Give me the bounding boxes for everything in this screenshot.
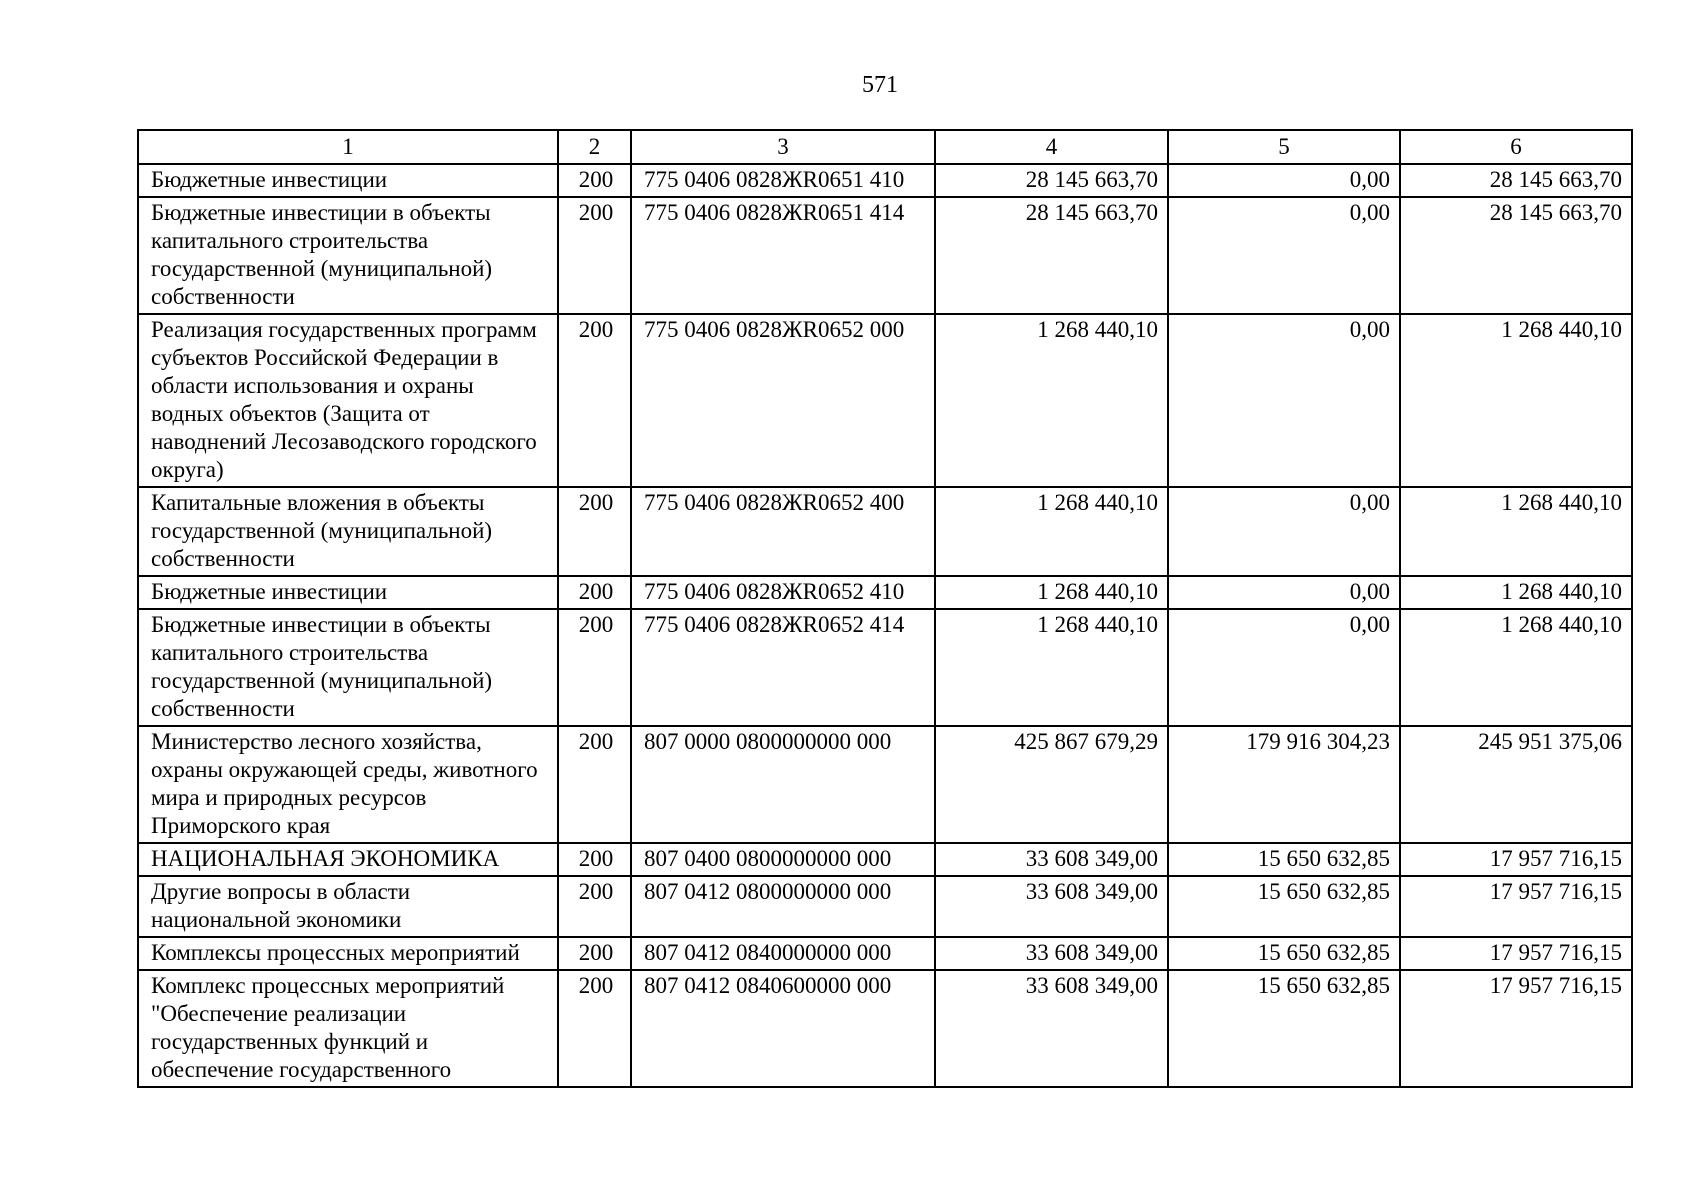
row-col6: 1 268 440,10 bbox=[1400, 576, 1632, 609]
row-code: 200 bbox=[558, 164, 631, 197]
table-row bbox=[138, 937, 1632, 970]
row-col5: 0,00 bbox=[1168, 197, 1400, 314]
row-code: 200 bbox=[558, 576, 631, 609]
row-col5: 0,00 bbox=[1168, 314, 1400, 487]
row-code: 200 bbox=[558, 726, 631, 843]
row-col5: 15 650 632,85 bbox=[1168, 970, 1400, 1087]
row-code: 200 bbox=[558, 487, 631, 576]
row-code: 200 bbox=[558, 843, 631, 876]
row-classification: 807 0412 0840600000 000 bbox=[631, 970, 935, 1087]
row-name: Другие вопросы в области национальной экономики bbox=[138, 876, 558, 937]
table-row bbox=[138, 970, 1632, 1087]
row-col5: 0,00 bbox=[1168, 164, 1400, 197]
table-row bbox=[138, 576, 1632, 609]
table-row bbox=[138, 314, 1632, 487]
table-row bbox=[138, 197, 1632, 314]
row-col4: 1 268 440,10 bbox=[935, 576, 1168, 609]
row-name: Бюджетные инвестиции в объекты капитального строительства государственной (муниципальной) собственности bbox=[138, 197, 558, 314]
row-name: Бюджетные инвестиции bbox=[138, 164, 558, 197]
row-code: 200 bbox=[558, 197, 631, 314]
header-col-1: 1 bbox=[138, 130, 558, 164]
header-row bbox=[138, 130, 1632, 164]
row-name: Комплекс процессных мероприятий "Обеспечение реализации государственных функций и обеспечение государственного bbox=[138, 970, 558, 1087]
row-name: Комплексы процессных мероприятий bbox=[138, 937, 558, 970]
table-row bbox=[138, 726, 1632, 843]
row-col4: 425 867 679,29 bbox=[935, 726, 1168, 843]
row-col6: 28 145 663,70 bbox=[1400, 164, 1632, 197]
row-code: 200 bbox=[558, 876, 631, 937]
row-col6: 17 957 716,15 bbox=[1400, 876, 1632, 937]
row-col6: 17 957 716,15 bbox=[1400, 937, 1632, 970]
row-classification: 775 0406 0828ЖR0651 410 bbox=[631, 164, 935, 197]
row-col5: 179 916 304,23 bbox=[1168, 726, 1400, 843]
header-col-4: 4 bbox=[935, 130, 1168, 164]
row-code: 200 bbox=[558, 314, 631, 487]
row-classification: 807 0412 0840000000 000 bbox=[631, 937, 935, 970]
row-classification: 807 0412 0800000000 000 bbox=[631, 876, 935, 937]
row-name: Капитальные вложения в объекты государственной (муниципальной) собственности bbox=[138, 487, 558, 576]
row-col6: 1 268 440,10 bbox=[1400, 487, 1632, 576]
row-code: 200 bbox=[558, 970, 631, 1087]
page-number: 571 bbox=[862, 72, 898, 98]
row-col6: 245 951 375,06 bbox=[1400, 726, 1632, 843]
row-col5: 0,00 bbox=[1168, 487, 1400, 576]
row-col5: 0,00 bbox=[1168, 609, 1400, 726]
row-col5: 15 650 632,85 bbox=[1168, 843, 1400, 876]
row-col4: 33 608 349,00 bbox=[935, 843, 1168, 876]
header-col-6: 6 bbox=[1400, 130, 1632, 164]
table-row bbox=[138, 487, 1632, 576]
table-row bbox=[138, 876, 1632, 937]
row-col4: 33 608 349,00 bbox=[935, 876, 1168, 937]
row-col5: 15 650 632,85 bbox=[1168, 937, 1400, 970]
row-classification: 775 0406 0828ЖR0652 410 bbox=[631, 576, 935, 609]
row-name: Бюджетные инвестиции bbox=[138, 576, 558, 609]
table-row bbox=[138, 164, 1632, 197]
row-col4: 28 145 663,70 bbox=[935, 164, 1168, 197]
table-row bbox=[138, 843, 1632, 876]
header-col-2: 2 bbox=[558, 130, 631, 164]
row-col4: 28 145 663,70 bbox=[935, 197, 1168, 314]
row-col4: 1 268 440,10 bbox=[935, 314, 1168, 487]
row-name: Министерство лесного хозяйства, охраны окружающей среды, животного мира и природных ресурсов Приморского края bbox=[138, 726, 558, 843]
row-classification: 775 0406 0828ЖR0652 000 bbox=[631, 314, 935, 487]
row-col4: 1 268 440,10 bbox=[935, 609, 1168, 726]
row-name: Бюджетные инвестиции в объекты капитального строительства государственной (муниципальной) собственности bbox=[138, 609, 558, 726]
row-col5: 0,00 bbox=[1168, 576, 1400, 609]
row-col4: 1 268 440,10 bbox=[935, 487, 1168, 576]
row-name: Реализация государственных программ субъектов Российской Федерации в области использования и охраны водных объектов (Защита от наводнений Лесозаводского городского округа) bbox=[138, 314, 558, 487]
row-col6: 28 145 663,70 bbox=[1400, 197, 1632, 314]
row-col6: 17 957 716,15 bbox=[1400, 970, 1632, 1087]
row-col4: 33 608 349,00 bbox=[935, 937, 1168, 970]
row-classification: 807 0400 0800000000 000 bbox=[631, 843, 935, 876]
row-col5: 15 650 632,85 bbox=[1168, 876, 1400, 937]
header-col-3: 3 bbox=[631, 130, 935, 164]
row-code: 200 bbox=[558, 937, 631, 970]
row-col6: 17 957 716,15 bbox=[1400, 843, 1632, 876]
budget-table bbox=[137, 129, 1633, 1088]
row-classification: 775 0406 0828ЖR0652 400 bbox=[631, 487, 935, 576]
header-col-5: 5 bbox=[1168, 130, 1400, 164]
row-classification: 775 0406 0828ЖR0651 414 bbox=[631, 197, 935, 314]
row-classification: 807 0000 0800000000 000 bbox=[631, 726, 935, 843]
row-col6: 1 268 440,10 bbox=[1400, 609, 1632, 726]
row-code: 200 bbox=[558, 609, 631, 726]
row-col4: 33 608 349,00 bbox=[935, 970, 1168, 1087]
row-col6: 1 268 440,10 bbox=[1400, 314, 1632, 487]
row-name: НАЦИОНАЛЬНАЯ ЭКОНОМИКА bbox=[138, 843, 558, 876]
row-classification: 775 0406 0828ЖR0652 414 bbox=[631, 609, 935, 726]
table-row bbox=[138, 609, 1632, 726]
